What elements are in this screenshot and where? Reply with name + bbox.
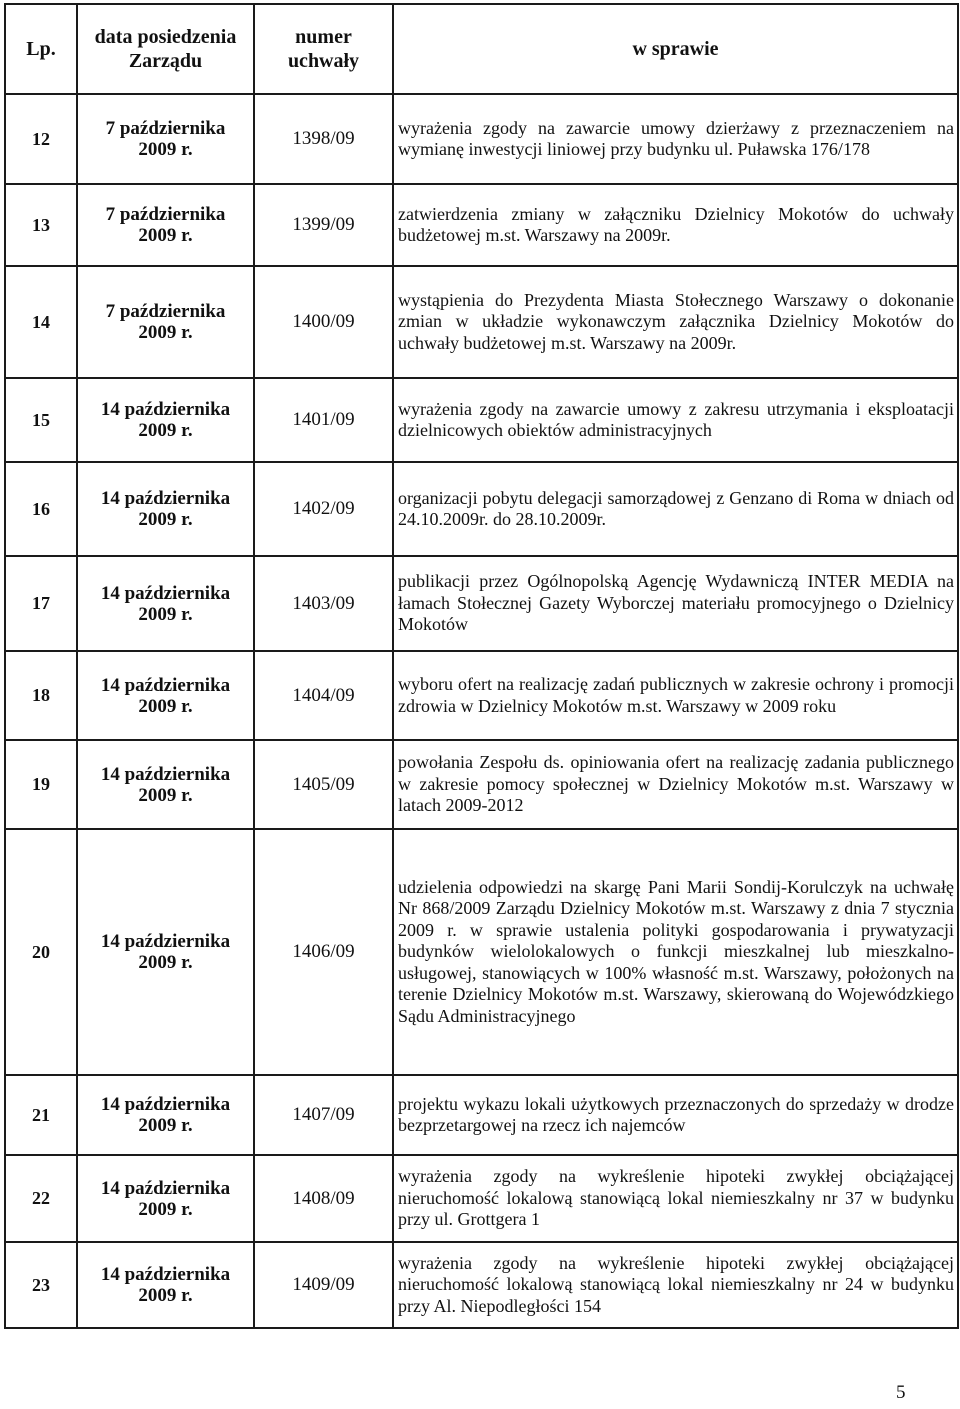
row-lp: 17	[5, 556, 77, 651]
row-subject	[393, 462, 958, 556]
header-subject: w sprawie	[393, 4, 958, 94]
table-row	[5, 651, 958, 740]
row-date-line2: 2009 r.	[138, 322, 193, 343]
row-date-line2: 2009 r.	[138, 603, 193, 625]
row-date-line2: 2009 r.	[138, 225, 193, 246]
row-subject-text: zatwierdzenia zmiany w załączniku Dzielnicy Mokotów do uchwały budżetowej m.st. Warszawy na 2009r.	[398, 203, 954, 245]
row-date-line2: 2009 r.	[138, 1198, 193, 1220]
row-date-line1: 7 października	[105, 118, 226, 139]
row-lp: 23	[5, 1242, 77, 1328]
table-header	[5, 4, 958, 94]
row-lp: 19	[5, 740, 77, 829]
row-date	[77, 1242, 254, 1328]
row-date	[77, 1155, 254, 1242]
row-date-line1: 14 października	[100, 931, 231, 952]
resolutions-table	[4, 3, 959, 1329]
row-subject	[393, 266, 958, 378]
row-date-line1: 14 października	[100, 399, 231, 420]
row-subject-text: organizacji pobytu delegacji samorządowej z Genzano di Roma w dniach od 24.10.2009r. do 28.10.2009r.	[398, 487, 954, 529]
row-date-line2: 2009 r.	[138, 420, 193, 441]
row-date-line2: 2009 r.	[138, 509, 193, 530]
row-date	[77, 651, 254, 740]
row-date-line2: 2009 r.	[138, 1115, 193, 1136]
row-lp: 16	[5, 462, 77, 556]
row-subject	[393, 1155, 958, 1242]
table-row	[5, 556, 958, 651]
row-subject-text: udzielenia odpowiedzi na skargę Pani Marii Sondij-Korulczyk na uchwałę Nr 868/2009 Zarządu Dzielnicy Mokotów m.st. Warszawy z dnia 7 stycznia 2009 r. w sprawie ustalenia polityki gospodarowania i prywatyzacji budynków wielolokalowych o funkcji mieszkalnej lub mieszkalno-usługowej, stanowiących w 100% własność m.st. Warszawy, położonych na terenie Dzielnicy Mokotów m.st. Warszawy, skierowaną do Wojewódzkiego Sądu Administracyjnego	[398, 876, 954, 1026]
row-date-line2: 2009 r.	[138, 695, 193, 717]
row-resolution-number: 1402/09	[254, 462, 393, 556]
row-subject	[393, 651, 958, 740]
header-lp: Lp.	[5, 4, 77, 94]
table-row	[5, 740, 958, 829]
row-subject	[393, 829, 958, 1075]
row-subject-text: wyrażenia zgody na wykreślenie hipoteki zwykłej obciążającej nieruchomość lokalową stanowiącą lokal niemieszkalny nr 37 w budynku przy ul. Grottgera 1	[398, 1166, 954, 1230]
row-date-line2: 2009 r.	[138, 952, 193, 973]
table-row	[5, 462, 958, 556]
row-date	[77, 556, 254, 651]
row-lp: 14	[5, 266, 77, 378]
row-date	[77, 740, 254, 829]
row-lp: 21	[5, 1075, 77, 1155]
row-subject-text: wyrażenia zgody na wykreślenie hipoteki zwykłej obciążającej nieruchomość lokalową stanowiącą lokal niemieszkalny nr 24 w budynku przy Al. Niepodległości 154	[398, 1252, 954, 1316]
table-row	[5, 1242, 958, 1328]
row-subject-text: publikacji przez Ogólnopolską Agencję Wydawniczą INTER MEDIA na łamach Stołecznej Gazety Wyborczej materiału promocyjnego o Dzielnicy Mokotów	[398, 571, 954, 635]
row-resolution-number: 1403/09	[254, 556, 393, 651]
row-lp: 20	[5, 829, 77, 1075]
page-number: 5	[896, 1382, 906, 1403]
row-resolution-number: 1404/09	[254, 651, 393, 740]
row-date-line1: 14 października	[100, 674, 231, 696]
row-date-line1: 14 października	[100, 1177, 231, 1199]
table-row	[5, 1075, 958, 1155]
row-subject-text: wyboru ofert na realizację zadań publicznych w zakresie ochrony i promocji zdrowia w Dzielnicy Mokotów m.st. Warszawy w 2009 roku	[398, 674, 954, 716]
row-date-line1: 14 października	[100, 1264, 231, 1285]
row-lp: 13	[5, 184, 77, 266]
row-subject	[393, 94, 958, 184]
table-row	[5, 266, 958, 378]
table-row	[5, 184, 958, 266]
row-subject	[393, 1242, 958, 1328]
row-date-line1: 14 października	[100, 763, 231, 785]
row-date-line1: 14 października	[100, 1094, 231, 1115]
row-date	[77, 378, 254, 462]
header-resolution-number	[254, 4, 393, 94]
row-subject	[393, 740, 958, 829]
row-resolution-number: 1401/09	[254, 378, 393, 462]
row-lp: 15	[5, 378, 77, 462]
row-resolution-number: 1406/09	[254, 829, 393, 1075]
header-meeting-date-line2: Zarządu	[128, 50, 203, 72]
row-subject-text: wyrażenia zgody na zawarcie umowy z zakresu utrzymania i eksploatacji dzielnicowych obiektów administracyjnych	[398, 398, 954, 440]
row-date-line1: 14 października	[100, 488, 231, 509]
header-meeting-date-line1: data posiedzenia	[94, 26, 237, 48]
row-date-line1: 14 października	[100, 582, 231, 604]
row-subject	[393, 556, 958, 651]
row-date	[77, 266, 254, 378]
row-subject-text: wyrażenia zgody na zawarcie umowy dzierżawy z przeznaczeniem na wymianę inwestycji liniowej przy budynku ul. Puławska 176/178	[398, 117, 954, 159]
row-resolution-number: 1400/09	[254, 266, 393, 378]
row-date-line1: 7 października	[105, 204, 226, 225]
table-row	[5, 94, 958, 184]
row-subject-text: projektu wykazu lokali użytkowych przeznaczonych do sprzedaży w drodze bezprzetargowej na rzecz ich najemców	[398, 1093, 954, 1135]
row-resolution-number: 1399/09	[254, 184, 393, 266]
row-resolution-number: 1407/09	[254, 1075, 393, 1155]
row-resolution-number: 1409/09	[254, 1242, 393, 1328]
row-subject	[393, 1075, 958, 1155]
table-row	[5, 378, 958, 462]
header-resolution-number-line2: uchwały	[287, 50, 360, 72]
row-subject	[393, 184, 958, 266]
row-resolution-number: 1398/09	[254, 94, 393, 184]
header-resolution-number-line1: numer	[295, 26, 352, 48]
table-row	[5, 1155, 958, 1242]
row-lp: 12	[5, 94, 77, 184]
row-date-line2: 2009 r.	[138, 1285, 193, 1306]
row-date-line2: 2009 r.	[138, 139, 193, 160]
row-subject	[393, 378, 958, 462]
row-date-line1: 7 października	[105, 301, 226, 322]
row-date	[77, 462, 254, 556]
table-body	[5, 94, 958, 1328]
row-subject-text: powołania Zespołu ds. opiniowania ofert na realizację zadania publicznego w zakresie pomocy społecznej w Dzielnicy Mokotów m.st. Warszawy w latach 2009-2012	[398, 752, 954, 816]
row-date-line2: 2009 r.	[138, 784, 193, 806]
row-lp: 18	[5, 651, 77, 740]
table-row	[5, 829, 958, 1075]
row-resolution-number: 1405/09	[254, 740, 393, 829]
row-date	[77, 829, 254, 1075]
row-lp: 22	[5, 1155, 77, 1242]
row-resolution-number: 1408/09	[254, 1155, 393, 1242]
row-subject-text: wystąpienia do Prezydenta Miasta Stołecznego Warszawy o dokonanie zmian w układzie wykonawczym załącznika Dzielnicy Mokotów do uchwały budżetowej m.st. Warszawy na 2009r.	[398, 289, 954, 353]
header-meeting-date	[77, 4, 254, 94]
row-date	[77, 184, 254, 266]
row-date	[77, 94, 254, 184]
row-date	[77, 1075, 254, 1155]
